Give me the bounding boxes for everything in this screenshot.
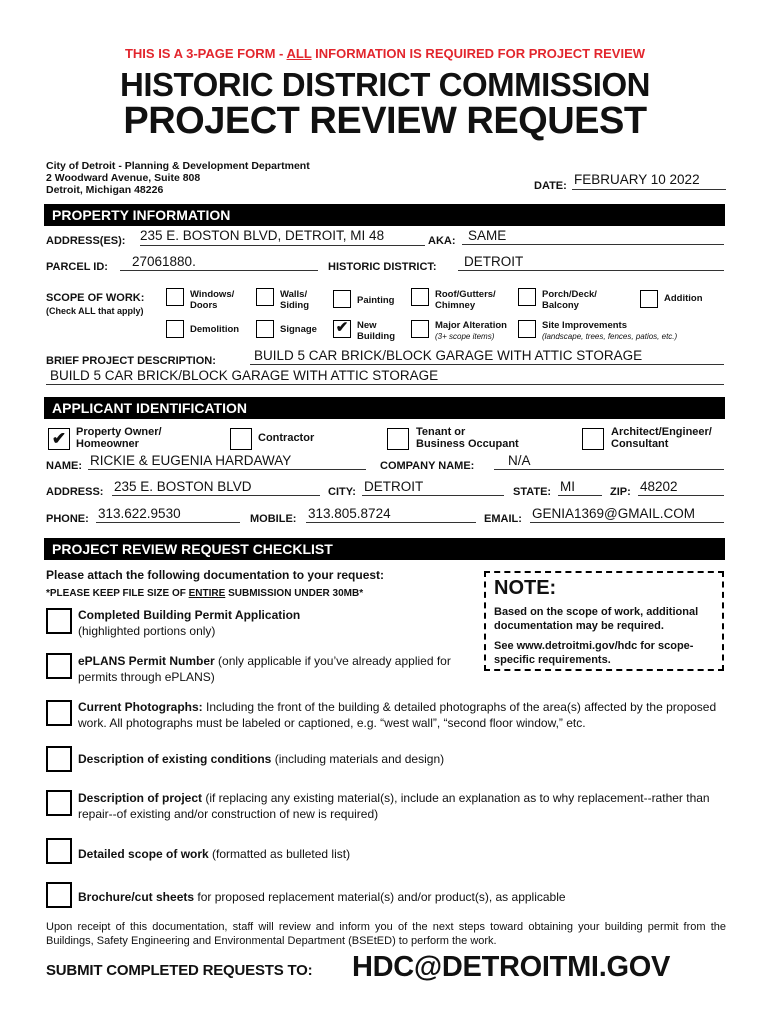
checklist-item: Description of existing conditions (including materials and design) [78, 752, 445, 766]
scope-site-improvements-checkbox[interactable] [518, 320, 536, 338]
applicant-owner-label: Property Owner/ Homeowner [76, 426, 162, 450]
checklist-checkbox[interactable] [46, 838, 72, 864]
note-paragraph: Based on the scope of work, additional documentation may be required. [494, 606, 699, 632]
checklist-item: Completed Building Permit Application (highlighted portions only) [78, 608, 301, 638]
brief-description-label: BRIEF PROJECT DESCRIPTION: [46, 355, 216, 367]
checklist-checkbox[interactable] [46, 608, 72, 634]
scope-painting-label: Painting [357, 295, 395, 306]
aka-field[interactable]: SAME [462, 228, 724, 245]
scope-major-alteration-label: Major Alteration (3+ scope items) [435, 320, 507, 341]
note-title: NOTE: [494, 577, 557, 599]
checklist-item: Detailed scope of work (formatted as bulleted list) [78, 847, 351, 861]
checklist-item: ePLANS Permit Number (only applicable if you’ve already applied for permits through ePLANS) [78, 654, 451, 684]
applicant-architect-label: Architect/Engineer/ Consultant [611, 426, 712, 450]
date-label: DATE: [534, 180, 567, 192]
note-paragraph: See www.detroitmi.gov/hdc for scope-specific requirements. [494, 640, 694, 666]
checklist-checkbox[interactable] [46, 653, 72, 679]
state-field[interactable]: MI [558, 479, 602, 496]
scope-walls-label: Walls/ Siding [280, 289, 310, 311]
scope-addition-checkbox[interactable] [640, 290, 658, 308]
parcel-field[interactable]: 27061880. [120, 254, 318, 271]
applicant-contractor-label: Contractor [258, 432, 315, 444]
checklist-item: Brochure/cut sheets for proposed replacement material(s) and/or product(s), as applicable [78, 890, 566, 904]
scope-porch-label: Porch/Deck/ Balcony [542, 289, 597, 311]
scope-of-work-label: SCOPE OF WORK: [46, 292, 145, 304]
file-size-notice: *PLEASE KEEP FILE SIZE OF ENTIRE SUBMISSION UNDER 30MB* [46, 588, 364, 599]
scope-demolition-checkbox[interactable] [166, 320, 184, 338]
brief-description-line1[interactable]: BUILD 5 CAR BRICK/BLOCK GARAGE WITH ATTIC STORAGE [250, 348, 724, 365]
scope-roof-checkbox[interactable] [411, 288, 429, 306]
email-field[interactable]: GENIA1369@GMAIL.COM [530, 506, 724, 523]
banner-text: THIS IS A 3-PAGE FORM - [124, 46, 287, 61]
scope-windows-checkbox[interactable] [166, 288, 184, 306]
aka-label: AKA: [428, 235, 456, 247]
scope-walls-checkbox[interactable] [256, 288, 274, 306]
submit-label: SUBMIT COMPLETED REQUESTS TO: [46, 962, 313, 979]
mobile-field[interactable]: 313.805.8724 [306, 506, 476, 523]
banner-text-post: INFORMATION IS REQUIRED FOR PROJECT REVIEW [311, 46, 646, 61]
address-label: ADDRESS(ES): [46, 235, 126, 247]
scope-addition-label: Addition [664, 293, 703, 304]
scope-demolition-label: Demolition [190, 324, 240, 335]
parcel-label: PARCEL ID: [46, 261, 108, 273]
company-label: COMPANY NAME: [380, 460, 475, 472]
checkmark-icon: ✔ [335, 319, 349, 336]
dept-line: 2 Woodward Avenue, Suite 808 [46, 172, 201, 184]
scope-major-alteration-checkbox[interactable] [411, 320, 429, 338]
name-field[interactable]: RICKIE & EUGENIA HARDAWAY [88, 453, 366, 470]
checklist-checkbox[interactable] [46, 882, 72, 908]
applicant-owner-checkbox[interactable] [48, 428, 70, 450]
checklist-item: Current Photographs: Including the front of the building & detailed photographs of the area(s) affected by the proposed work. All photographs must be labeled or captioned, e.g. “west wall”, “second floor window,” etc. [78, 700, 717, 730]
checkmark-icon: ✔ [51, 429, 67, 448]
applicant-tenant-label: Tenant or Business Occupant [416, 426, 519, 450]
scope-of-work-hint: (Check ALL that apply) [46, 306, 144, 316]
checklist-item: Description of project (if replacing any existing material(s), include an explanation as to why replacement--rather than repair--of existing and/or construction of new is required) [78, 791, 710, 821]
form-subtitle: PROJECT REVIEW REQUEST [123, 100, 647, 142]
checklist-intro: Please attach the following documentation to your request: [46, 568, 385, 582]
scope-signage-label: Signage [280, 324, 317, 335]
applicant-architect-checkbox[interactable] [582, 428, 604, 450]
section-checklist: PROJECT REVIEW REQUEST CHECKLIST [44, 538, 725, 560]
address-field[interactable]: 235 E. BOSTON BLVD, DETROIT, MI 48 [140, 228, 425, 246]
zip-label: ZIP: [610, 486, 631, 498]
checklist-checkbox[interactable] [46, 700, 72, 726]
footer-instructions: Upon receipt of this documentation, staff will review and inform you of the next steps toward obtaining your building permit from the Buildings, Safety Engineering and Environmental Department (BSEtED) to perform the work. [46, 921, 726, 947]
note-box [484, 571, 724, 671]
state-label: STATE: [513, 486, 552, 498]
city-label: CITY: [328, 486, 356, 498]
checklist-checkbox[interactable] [46, 790, 72, 816]
scope-roof-label: Roof/Gutters/ Chimney [435, 289, 496, 311]
mobile-label: MOBILE: [250, 513, 297, 525]
phone-label: PHONE: [46, 513, 89, 525]
email-label: EMAIL: [484, 513, 522, 525]
applicant-address-field[interactable]: 235 E. BOSTON BLVD [112, 479, 320, 496]
scope-porch-checkbox[interactable] [518, 288, 536, 306]
historic-district-label: HISTORIC DISTRICT: [328, 261, 437, 273]
form-title: HISTORIC DISTRICT COMMISSION [120, 66, 650, 103]
applicant-address-label: ADDRESS: [46, 486, 104, 498]
section-property-information: PROPERTY INFORMATION [44, 204, 725, 226]
scope-new-building-checkbox[interactable] [333, 320, 351, 338]
scope-new-building-label: New Building [357, 320, 395, 342]
phone-field[interactable]: 313.622.9530 [96, 506, 240, 523]
brief-description-line2[interactable]: BUILD 5 CAR BRICK/BLOCK GARAGE WITH ATTIC STORAGE [46, 368, 724, 385]
banner-all: ALL [286, 46, 312, 61]
submit-email-link[interactable]: HDC@DETROITMI.GOV [352, 951, 671, 983]
checklist-checkbox[interactable] [46, 746, 72, 772]
applicant-contractor-checkbox[interactable] [230, 428, 252, 450]
city-field[interactable]: DETROIT [362, 479, 504, 496]
company-field[interactable]: N/A [494, 453, 724, 470]
zip-field[interactable]: 48202 [638, 479, 724, 496]
dept-line: City of Detroit - Planning & Development Department [46, 160, 310, 172]
date-field[interactable]: FEBRUARY 10 2022 [572, 172, 726, 190]
name-label: NAME: [46, 460, 83, 472]
applicant-tenant-checkbox[interactable] [387, 428, 409, 450]
section-applicant-identification: APPLICANT IDENTIFICATION [44, 397, 725, 419]
scope-site-improvements-label: Site Improvements (landscape, trees, fences, patios, etc.) [542, 320, 678, 341]
scope-painting-checkbox[interactable] [333, 290, 351, 308]
dept-line: Detroit, Michigan 48226 [46, 184, 164, 196]
form-notice-banner [0, 46, 770, 61]
scope-signage-checkbox[interactable] [256, 320, 274, 338]
scope-windows-label: Windows/ Doors [190, 289, 235, 311]
department-address [46, 160, 310, 196]
historic-district-field[interactable]: DETROIT [458, 254, 724, 271]
